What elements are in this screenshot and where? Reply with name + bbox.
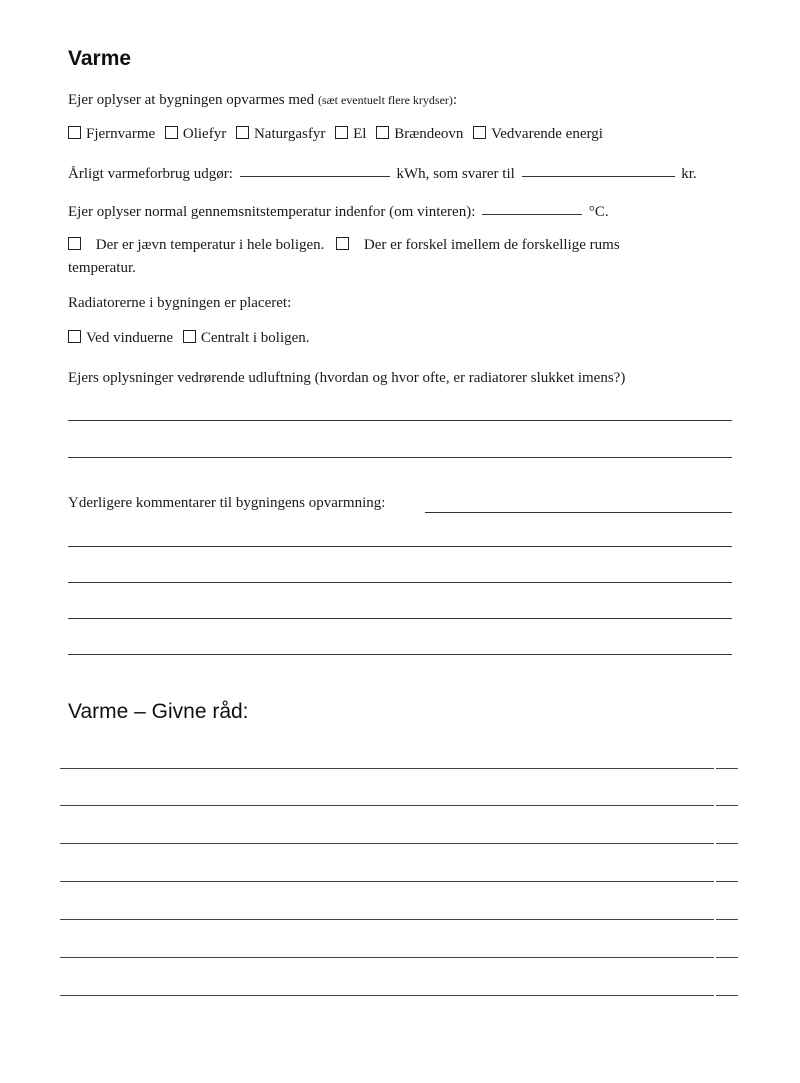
consumption-line bbox=[68, 166, 697, 183]
comments-line-2[interactable] bbox=[68, 582, 732, 583]
checkbox[interactable] bbox=[473, 126, 486, 139]
option-fjernvarme[interactable]: Fjernvarme bbox=[68, 126, 155, 142]
option-braendeovn[interactable]: Brændeovn bbox=[376, 126, 463, 142]
advice-line-1-end bbox=[716, 768, 738, 769]
option-el[interactable]: El bbox=[335, 126, 366, 142]
advice-line-6-end bbox=[716, 957, 738, 958]
heating-question bbox=[68, 92, 457, 109]
kwh-field[interactable] bbox=[240, 175, 390, 177]
advice-line-4[interactable] bbox=[60, 881, 714, 882]
consumption-label: Årligt varmeforbrug udgør: bbox=[68, 166, 233, 182]
option-naturgasfyr[interactable]: Naturgasfyr bbox=[236, 126, 325, 142]
temperature-label: Ejer oplyser normal gennemsnitstemperatur indenfor (om vinteren): bbox=[68, 204, 476, 220]
advice-line-6[interactable] bbox=[60, 957, 714, 958]
checkbox[interactable] bbox=[68, 330, 81, 343]
checkbox-different-temperature[interactable] bbox=[336, 237, 349, 250]
checkbox-even-temperature[interactable] bbox=[68, 237, 81, 250]
advice-line-3[interactable] bbox=[60, 843, 714, 844]
advice-line-5[interactable] bbox=[60, 919, 714, 920]
option-vedvarende-energi[interactable]: Vedvarende energi bbox=[473, 126, 603, 142]
temperature-field[interactable] bbox=[482, 213, 582, 215]
comments-line-3[interactable] bbox=[68, 618, 732, 619]
heating-hint: (sæt eventuelt flere krydser) bbox=[317, 93, 453, 107]
comments-line bbox=[68, 495, 385, 512]
checkbox[interactable] bbox=[68, 126, 81, 139]
checkbox[interactable] bbox=[376, 126, 389, 139]
radiator-options bbox=[68, 330, 316, 347]
temperature-line bbox=[68, 204, 609, 221]
comments-line-1[interactable] bbox=[68, 546, 732, 547]
option-diff-label: Der er forskel imellem de forskellige rums bbox=[363, 237, 620, 253]
checkbox[interactable] bbox=[183, 330, 196, 343]
advice-line-2-end bbox=[716, 805, 738, 806]
advice-line-7[interactable] bbox=[60, 995, 714, 996]
ventilation-line-2[interactable] bbox=[68, 457, 732, 458]
consumption-unit-kr: kr. bbox=[681, 166, 697, 182]
advice-line-5-end bbox=[716, 919, 738, 920]
advice-line-7-end bbox=[716, 995, 738, 996]
comments-field[interactable] bbox=[425, 512, 732, 513]
advice-line-1[interactable] bbox=[60, 768, 714, 769]
heating-options bbox=[68, 126, 609, 143]
advice-line-2[interactable] bbox=[60, 805, 714, 806]
checkbox[interactable] bbox=[236, 126, 249, 139]
temperature-options bbox=[68, 237, 620, 254]
heating-intro-end: : bbox=[452, 92, 458, 108]
kr-field[interactable] bbox=[522, 175, 675, 177]
advice-line-3-end bbox=[716, 843, 738, 844]
page-title: Varme bbox=[68, 47, 132, 70]
comments-line-4[interactable] bbox=[68, 654, 732, 655]
checkbox[interactable] bbox=[165, 126, 178, 139]
advice-title: Varme – Givne råd: bbox=[68, 700, 249, 723]
comments-label: Yderligere kommentarer til bygningens opvarmning: bbox=[68, 495, 386, 511]
ventilation-line-1[interactable] bbox=[68, 420, 732, 421]
checkbox[interactable] bbox=[335, 126, 348, 139]
option-oliefyr[interactable]: Oliefyr bbox=[165, 126, 226, 142]
radiators-label: Radiatorerne i bygningen er placeret: bbox=[68, 295, 292, 311]
option-diff-continued: temperatur. bbox=[68, 260, 136, 276]
option-even-label: Der er jævn temperatur i hele boligen. bbox=[95, 237, 325, 253]
consumption-unit-kwh: kWh, som svarer til bbox=[396, 166, 515, 182]
advice-line-4-end bbox=[716, 881, 738, 882]
option-ved-vinduerne[interactable]: Ved vinduerne bbox=[68, 330, 173, 346]
ventilation-label: Ejers oplysninger vedrørende udluftning (hvordan og hvor ofte, er radiatorer slukket imens?) bbox=[68, 370, 626, 386]
temperature-unit: °C. bbox=[588, 204, 609, 220]
option-centralt[interactable]: Centralt i boligen. bbox=[183, 330, 310, 346]
heating-intro: Ejer oplyser at bygningen opvarmes med bbox=[68, 92, 315, 108]
